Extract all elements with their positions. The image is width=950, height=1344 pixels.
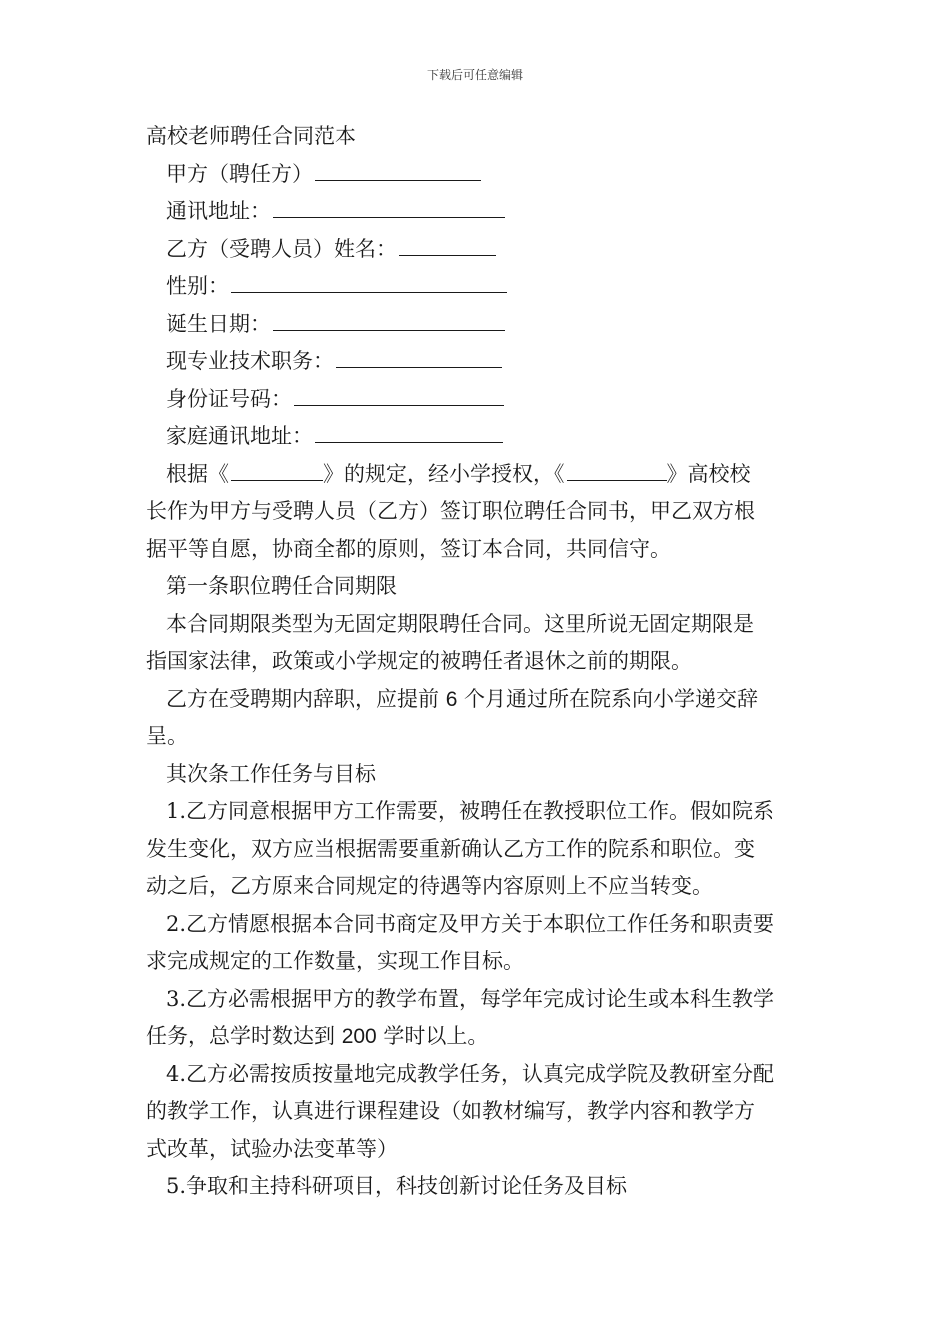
list-item-line: 5.争取和主持科研项目，科技创新讨论任务及目标 <box>166 1174 628 1198</box>
field-label: 现专业技术职务： <box>166 349 334 373</box>
list-item-line <box>146 1018 808 1056</box>
intro-paragraph <box>146 456 808 494</box>
blank-line <box>273 195 505 218</box>
blank-line <box>231 270 507 293</box>
text-span: 任务，总学时数达到 <box>146 1024 342 1048</box>
field-party-a <box>146 156 808 194</box>
list-item-line: 3.乙方必需根据甲方的教学布置，每学年完成讨论生或本科生教学 <box>166 986 775 1011</box>
text-span: 学时以上。 <box>376 1024 489 1048</box>
field-birth-date <box>146 306 808 344</box>
field-label: 诞生日期： <box>166 311 271 336</box>
paragraph-line: 本合同期限类型为无固定期限聘任合同。这里所说无固定期限是 <box>166 611 754 636</box>
list-item-line: 的教学工作，认真进行课程建设（如教材编写，教学内容和教学方 <box>146 1099 755 1123</box>
field-gender <box>146 268 808 306</box>
blank-line <box>336 345 502 368</box>
field-label: 通讯地址： <box>166 199 271 223</box>
field-id-number <box>146 381 808 419</box>
paragraph-line: 呈。 <box>146 724 188 748</box>
list-item-line: 式改革，试验办法变革等） <box>146 1136 398 1161</box>
list-item-line: 发生变化，双方应当根据需要重新确认乙方工作的院系和职位。变 <box>146 836 755 861</box>
list-item-line: 4.乙方必需按质按量地完成教学任务，认真完成学院及教研室分配 <box>166 1061 775 1086</box>
intro-line: 长作为甲方与受聘人员（乙方）签订职位聘任合同书，甲乙双方根 <box>146 499 755 523</box>
field-home-address <box>146 418 808 456</box>
header-note: 下载后可任意编辑 <box>426 68 523 82</box>
paragraph-line: 指国家法律，政策或小学规定的被聘任者退休之前的期限。 <box>146 649 692 673</box>
intro-text: 》的规定，经小学授权，《 <box>323 461 565 486</box>
list-item-line: 求完成规定的工作数量，实现工作目标。 <box>146 949 524 973</box>
list-item-line: 2.乙方情愿根据本合同书商定及甲方关于本职位工作任务和职责要 <box>166 911 775 936</box>
blank-line <box>294 383 504 406</box>
text-span: 乙方在受聘期内辞职，应提前 <box>166 686 446 711</box>
blank-line <box>315 420 503 443</box>
blank-line <box>567 458 667 481</box>
text-span: 个月通过所在院系向小学递交辞 <box>457 686 759 711</box>
document-body <box>146 118 808 1206</box>
blank-line <box>399 233 496 256</box>
paragraph-line <box>146 681 808 719</box>
intro-line: 据平等自愿，协商全都的原则，签订本合同，共同信守。 <box>146 536 671 561</box>
field-party-b-name <box>146 231 808 269</box>
number-span: 6 <box>445 687 458 711</box>
document-title: 高校老师聘任合同范本 <box>146 124 356 148</box>
field-label: 身份证号码： <box>166 386 292 411</box>
intro-text: 》高校校 <box>666 461 751 486</box>
field-label: 乙方（受聘人员）姓名： <box>166 236 397 261</box>
list-item-line: 1.乙方同意根据甲方工作需要，被聘任在教授职位工作。假如院系 <box>166 799 775 823</box>
field-address <box>146 193 808 231</box>
section-heading: 其次条工作任务与目标 <box>166 761 376 786</box>
field-label: 性别： <box>166 274 229 298</box>
blank-line <box>231 458 323 481</box>
field-title <box>146 343 808 381</box>
blank-line <box>273 308 505 331</box>
list-item-line: 动之后，乙方原来合同规定的待遇等内容原则上不应当转变。 <box>146 874 713 898</box>
field-label: 家庭通讯地址： <box>166 424 313 448</box>
blank-line <box>315 158 481 181</box>
intro-text: 根据《 <box>166 461 229 486</box>
field-label: 甲方（聘任方） <box>166 161 313 186</box>
section-heading: 第一条职位聘任合同期限 <box>166 574 397 598</box>
number-span: 200 <box>341 1025 377 1048</box>
